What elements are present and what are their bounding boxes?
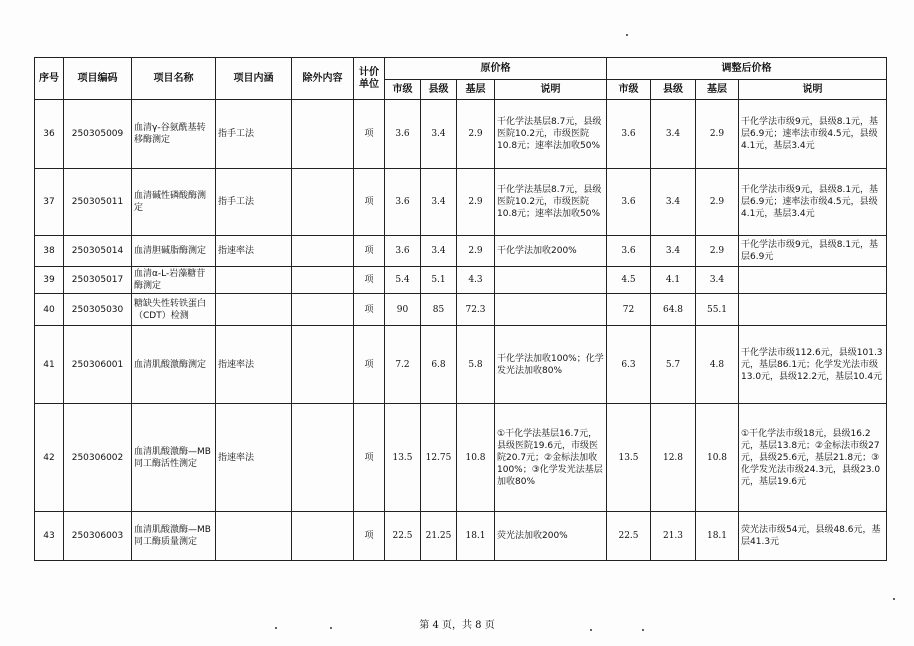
- scan-speck: [330, 627, 332, 629]
- row-seq: 37: [35, 169, 64, 236]
- row-orig-base: 18.1: [457, 512, 495, 561]
- row-orig-county: 12.75: [421, 404, 457, 512]
- row-unit: 项: [354, 236, 385, 267]
- row-orig-base: 72.3: [457, 294, 495, 326]
- header-adjusted-price: 调整后价格: [607, 58, 887, 80]
- page-number: 第 4 页，共 8 页: [419, 620, 495, 631]
- row-unit: 项: [354, 267, 385, 294]
- row-orig-county: 6.8: [421, 326, 457, 404]
- row-orig-base: 2.9: [457, 169, 495, 236]
- row-name: 血清γ-谷氨酰基转移酶测定: [132, 100, 216, 169]
- row-content: [216, 267, 292, 294]
- row-seq: 36: [35, 100, 64, 169]
- header-orig-county: 县级: [421, 80, 457, 100]
- scan-speck: [626, 34, 628, 36]
- row-unit: 项: [354, 326, 385, 404]
- row-adj-city: 3.6: [607, 100, 651, 169]
- row-adj-note: 干化学法市级9元，县级8.1元，基层6.9元；速率法市级4.5元，县级4.1元，基层3.4元: [739, 100, 887, 169]
- table-row: [35, 294, 887, 326]
- row-content: 指速率法: [216, 236, 292, 267]
- row-name: 血清α-L-岩藻糖苷酶测定: [132, 267, 216, 294]
- row-content: 指手工法: [216, 169, 292, 236]
- table-row: [35, 512, 887, 561]
- header-name: 项目名称: [132, 58, 216, 100]
- row-adj-note: 干化学法市级9元，县级8.1元，基层6.9元；速率法市级4.5元，县级4.1元，基层3.4元: [739, 169, 887, 236]
- row-content: [216, 294, 292, 326]
- row-orig-city: 3.6: [385, 169, 421, 236]
- row-orig-city: 5.4: [385, 267, 421, 294]
- row-orig-note: 干化学法基层8.7元，县级医院10.2元，市级医院10.8元；速率法加收50%: [495, 169, 607, 236]
- row-adj-city: 6.3: [607, 326, 651, 404]
- row-orig-county: 3.4: [421, 100, 457, 169]
- row-adj-city: 13.5: [607, 404, 651, 512]
- row-adj-county: 3.4: [651, 236, 696, 267]
- table-row: [35, 267, 887, 294]
- row-adj-city: 72: [607, 294, 651, 326]
- row-code: 250306003: [64, 512, 132, 561]
- row-adj-county: 12.8: [651, 404, 696, 512]
- row-orig-base: 2.9: [457, 236, 495, 267]
- scan-speck: [893, 598, 895, 600]
- row-seq: 39: [35, 267, 64, 294]
- table-row: [35, 404, 887, 512]
- header-orig-base: 基层: [457, 80, 495, 100]
- row-excluded: [292, 326, 354, 404]
- row-orig-city: 3.6: [385, 236, 421, 267]
- row-adj-base: 18.1: [696, 512, 739, 561]
- row-content: 指速率法: [216, 326, 292, 404]
- row-excluded: [292, 512, 354, 561]
- table-body: [35, 100, 887, 561]
- row-excluded: [292, 267, 354, 294]
- header-adj-county: 县级: [651, 80, 696, 100]
- row-orig-base: 2.9: [457, 100, 495, 169]
- header-adj-note: 说明: [739, 80, 887, 100]
- row-adj-county: 3.4: [651, 169, 696, 236]
- row-adj-city: 22.5: [607, 512, 651, 561]
- row-code: 250306002: [64, 404, 132, 512]
- price-table: [34, 57, 887, 561]
- row-orig-city: 22.5: [385, 512, 421, 561]
- row-orig-note: 荧光法加收200%: [495, 512, 607, 561]
- header-content: 项目内涵: [216, 58, 292, 100]
- row-adj-county: 5.7: [651, 326, 696, 404]
- header-code: 项目编码: [64, 58, 132, 100]
- header-adj-city: 市级: [607, 80, 651, 100]
- row-seq: 38: [35, 236, 64, 267]
- row-adj-note: 荧光法市级54元，县级48.6元，基层41.3元: [739, 512, 887, 561]
- table-row: [35, 326, 887, 404]
- row-name: 糖缺失性转铁蛋白（CDT）检测: [132, 294, 216, 326]
- table-row: [35, 100, 887, 169]
- row-orig-city: 90: [385, 294, 421, 326]
- table-row: [35, 236, 887, 267]
- header-excluded: 除外内容: [292, 58, 354, 100]
- row-orig-city: 13.5: [385, 404, 421, 512]
- row-adj-county: 3.4: [651, 100, 696, 169]
- row-adj-base: 55.1: [696, 294, 739, 326]
- row-name: 血清肌酸激酶—MB同工酶质量测定: [132, 512, 216, 561]
- row-code: 250306001: [64, 326, 132, 404]
- row-unit: 项: [354, 404, 385, 512]
- row-excluded: [292, 404, 354, 512]
- header-seq: 序号: [35, 58, 64, 100]
- row-orig-note: [495, 267, 607, 294]
- row-code: 250305011: [64, 169, 132, 236]
- row-unit: 项: [354, 100, 385, 169]
- row-orig-base: 4.3: [457, 267, 495, 294]
- row-unit: 项: [354, 512, 385, 561]
- row-seq: 42: [35, 404, 64, 512]
- row-orig-county: 5.1: [421, 267, 457, 294]
- header-orig-note: 说明: [495, 80, 607, 100]
- row-adj-note: 干化学法市级112.6元，县级101.3元，基层86.1元；化学发光法市级13.0元，县级12.2元，基层10.4元: [739, 326, 887, 404]
- row-excluded: [292, 236, 354, 267]
- row-adj-county: 21.3: [651, 512, 696, 561]
- row-code: 250305009: [64, 100, 132, 169]
- row-code: 250305030: [64, 294, 132, 326]
- row-unit: 项: [354, 294, 385, 326]
- row-name: 血清碱性磷酸酶测定: [132, 169, 216, 236]
- row-adj-base: 4.8: [696, 326, 739, 404]
- row-orig-county: 85: [421, 294, 457, 326]
- row-orig-note: 干化学法加收200%: [495, 236, 607, 267]
- scan-speck: [275, 627, 277, 629]
- header-unit: 计价单位: [354, 58, 385, 100]
- row-orig-base: 5.8: [457, 326, 495, 404]
- row-orig-county: 3.4: [421, 236, 457, 267]
- row-orig-city: 3.6: [385, 100, 421, 169]
- row-adj-base: 2.9: [696, 236, 739, 267]
- row-adj-base: 2.9: [696, 169, 739, 236]
- row-seq: 43: [35, 512, 64, 561]
- row-adj-county: 64.8: [651, 294, 696, 326]
- row-content: 指手工法: [216, 100, 292, 169]
- row-unit: 项: [354, 169, 385, 236]
- row-adj-city: 4.5: [607, 267, 651, 294]
- row-name: 血清胆碱脂酶测定: [132, 236, 216, 267]
- row-adj-base: 2.9: [696, 100, 739, 169]
- header-adj-base: 基层: [696, 80, 739, 100]
- row-name: 血清肌酸激酶—MB同工酶活性测定: [132, 404, 216, 512]
- row-orig-county: 21.25: [421, 512, 457, 561]
- row-excluded: [292, 294, 354, 326]
- row-orig-note: 干化学法基层8.7元，县级医院10.2元，市级医院10.8元；速率法加收50%: [495, 100, 607, 169]
- row-orig-note: ①干化学法基层16.7元，县级医院19.6元，市级医院20.7元；②金标法加收100%；③化学发光法基层加收80%: [495, 404, 607, 512]
- row-content: [216, 512, 292, 561]
- row-excluded: [292, 169, 354, 236]
- scan-speck: [642, 629, 644, 631]
- row-adj-city: 3.6: [607, 236, 651, 267]
- row-orig-note: 干化学法加收100%；化学发光法加收80%: [495, 326, 607, 404]
- row-seq: 41: [35, 326, 64, 404]
- scan-speck: [590, 629, 592, 631]
- row-adj-note: ①干化学法市级18元，县级16.2元，基层13.8元；②金标法市级27元，县级25.6元，基层21.8元；③化学发光法市级24.3元，县级23.0元，基层19.6元: [739, 404, 887, 512]
- row-adj-city: 3.6: [607, 169, 651, 236]
- row-orig-note: [495, 294, 607, 326]
- row-orig-base: 10.8: [457, 404, 495, 512]
- header-orig-city: 市级: [385, 80, 421, 100]
- row-code: 250305014: [64, 236, 132, 267]
- header-original-price: 原价格: [385, 58, 607, 80]
- row-code: 250305017: [64, 267, 132, 294]
- row-adj-base: 3.4: [696, 267, 739, 294]
- table-row: [35, 169, 887, 236]
- row-name: 血清肌酸激酶测定: [132, 326, 216, 404]
- row-content: 指速率法: [216, 404, 292, 512]
- row-adj-county: 4.1: [651, 267, 696, 294]
- row-excluded: [292, 100, 354, 169]
- row-adj-base: 10.8: [696, 404, 739, 512]
- row-orig-county: 3.4: [421, 169, 457, 236]
- row-adj-note: [739, 294, 887, 326]
- row-adj-note: 干化学法市级9元，县级8.1元，基层6.9元: [739, 236, 887, 267]
- row-orig-city: 7.2: [385, 326, 421, 404]
- row-seq: 40: [35, 294, 64, 326]
- row-adj-note: [739, 267, 887, 294]
